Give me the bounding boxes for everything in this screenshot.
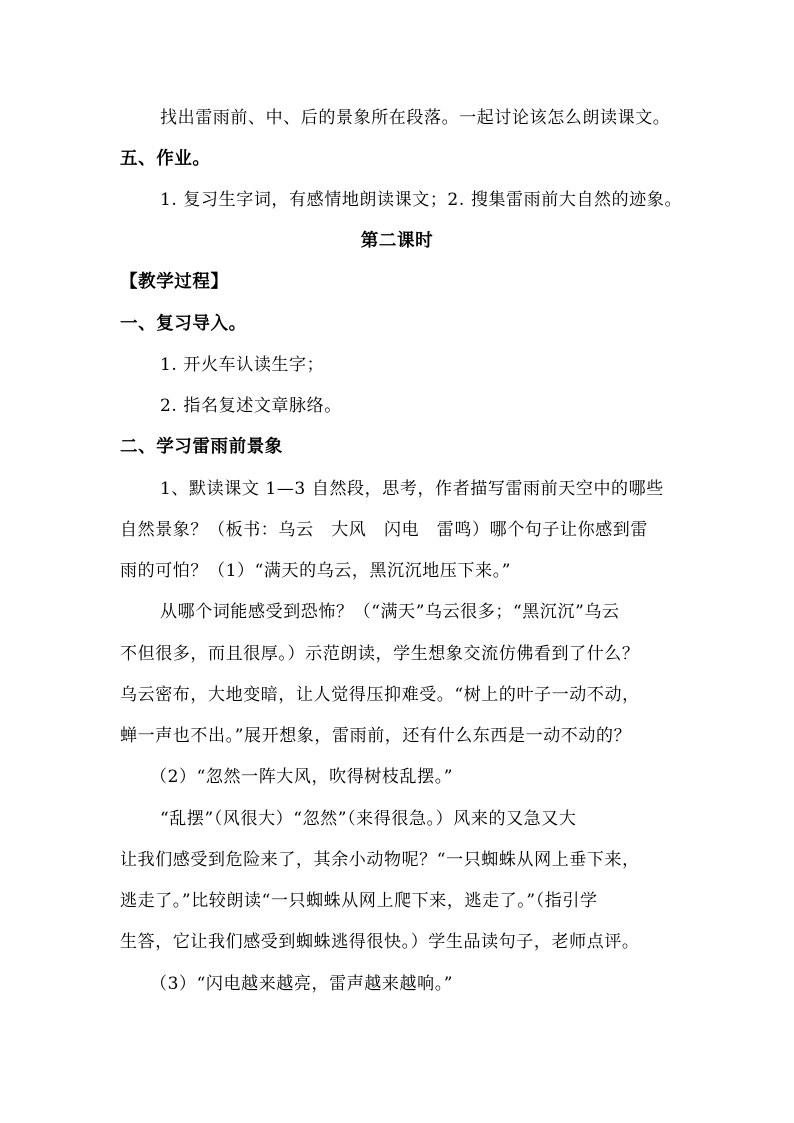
section-heading: 二、学习雷雨前景象 bbox=[120, 437, 283, 457]
paragraph-line: 蝉一声也不出。”展开想象，雷雨前，还有什么东西是一动不动的？ bbox=[120, 726, 632, 746]
section-heading: 五、作业。 bbox=[120, 149, 211, 169]
paragraph-line: 雨的可怕？（1）“满天的乌云，黑沉沉地压下来。” bbox=[120, 561, 512, 581]
paragraph-line: 从哪个词能感受到恐怖？（“满天”乌云很多；“黑沉沉”乌云 bbox=[160, 602, 620, 622]
paragraph-line: 让我们感受到危险来了，其余小动物呢？“一只蜘蛛从网上垂下来， bbox=[120, 850, 640, 870]
paragraph-line: 1. 开火车认读生字； bbox=[160, 355, 325, 375]
section-heading: 【教学过程】 bbox=[120, 272, 229, 292]
lesson-title: 第二课时 bbox=[360, 231, 434, 251]
paragraph-line: 2. 指名复述文章脉络。 bbox=[160, 396, 342, 416]
paragraph-line: 生答，它让我们感受到蜘蛛逃得很快。）学生品读句子，老师点评。 bbox=[120, 932, 640, 952]
paragraph-line: 找出雷雨前、中、后的景象所在段落。一起讨论该怎么朗读课文。 bbox=[160, 108, 671, 128]
paragraph-line: 1. 复习生字词，有感情地朗读课文；2. 搜集雷雨前大自然的迹象。 bbox=[160, 190, 683, 210]
section-heading: 一、复习导入。 bbox=[120, 314, 247, 334]
paragraph-line: （3）“闪电越来越亮，雷声越来越响。” bbox=[150, 974, 454, 994]
paragraph-line: （2）“忽然一阵大风，吹得树枝乱摆。” bbox=[150, 767, 454, 787]
paragraph-line: 逃走了。”比较朗读“一只蜘蛛从网上爬下来，逃走了。”（指引学 bbox=[120, 891, 598, 911]
paragraph-line: “乱摆”（风很大）“忽然”（来得很急。）风来的又急又大 bbox=[160, 809, 577, 829]
paragraph-line: 1、默读课文 1—3 自然段，思考，作者描写雷雨前天空中的哪些 bbox=[160, 479, 664, 499]
paragraph-line: 不但很多，而且很厚。）示范朗读，学生想象交流仿佛看到了什么？ bbox=[120, 644, 640, 664]
paragraph-line: 乌云密布，大地变暗，让人觉得压抑难受。“树上的叶子一动不动， bbox=[120, 685, 640, 705]
paragraph-line: 自然景象？（板书：乌云 大风 闪电 雷鸣）哪个句子让你感到雷 bbox=[120, 520, 648, 540]
